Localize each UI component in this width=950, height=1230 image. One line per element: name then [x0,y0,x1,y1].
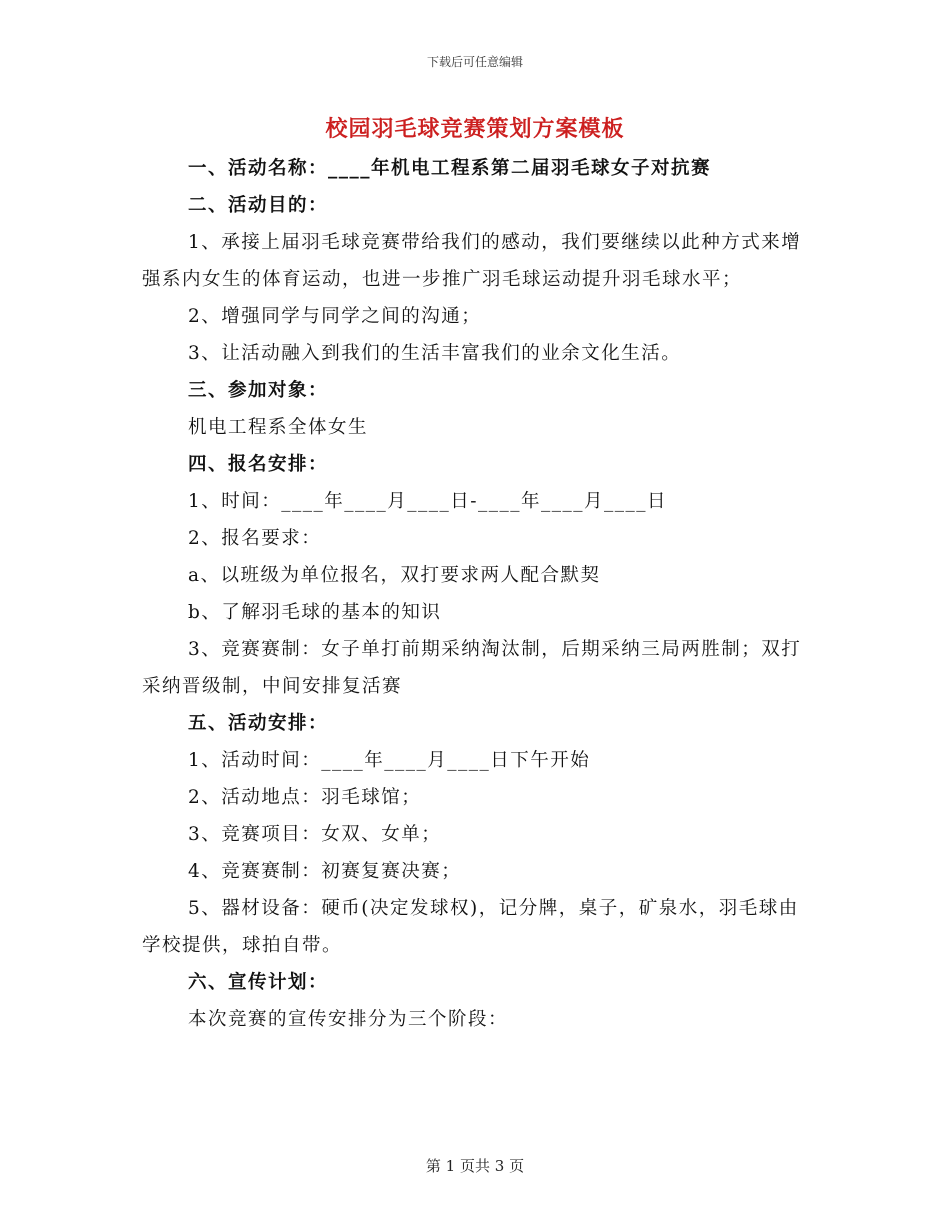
section-4-paragraph-3: a、以班级为单位报名，双打要求两人配合默契 [188,565,601,586]
section-6-heading: 六、宣传计划： [188,972,329,993]
section-5-paragraph-4: 4、竞赛赛制：初赛复赛决赛； [188,861,462,882]
section-2-paragraph-2: 2、增强同学与同学之间的沟通； [188,306,482,327]
section-1-heading: 一、活动名称：____年机电工程系第二届羽毛球女子对抗赛 [188,158,712,179]
document-title: 校园羽毛球竞赛策划方案模板 [325,116,625,142]
section-4-paragraph-1: 1、时间：____年____月____日-____年____月____日 [188,491,668,512]
section-5-paragraph-1: 1、活动时间：____年____月____日下午开始 [188,750,591,771]
section-6-paragraph-1: 本次竞赛的宣传安排分为三个阶段： [188,1009,509,1030]
section-5-heading: 五、活动安排： [188,713,329,734]
section-4-paragraph-5: 3、竞赛赛制：女子单打前期采纳淘汰制，后期采纳三局两胜制；双打采纳晋级制，中间安排复活赛 [142,639,802,697]
section-2-heading: 二、活动目的： [188,195,329,216]
section-3-paragraph-1: 机电工程系全体女生 [188,417,369,438]
section-5-paragraph-3: 3、竞赛项目：女双、女单； [188,824,442,845]
section-5-paragraph-5: 5、器材设备：硬币(决定发球权)，记分牌，桌子，矿泉水，羽毛球由学校提供，球拍自带。 [142,898,799,956]
section-3-heading: 三、参加对象： [188,380,329,401]
document-body [142,150,812,1038]
page-header-note: 下载后可任意编辑 [426,55,523,69]
section-4-heading: 四、报名安排： [188,454,329,475]
section-5-paragraph-2: 2、活动地点：羽毛球馆； [188,787,422,808]
section-2-paragraph-3: 3、让活动融入到我们的生活丰富我们的业余文化生活。 [188,343,682,364]
section-4-paragraph-4: b、了解羽毛球的基本的知识 [188,602,442,623]
section-2-paragraph-1: 1、承接上届羽毛球竞赛带给我们的感动，我们要继续以此种方式来增强系内女生的体育运动，也进一步推广羽毛球运动提升羽毛球水平； [142,232,802,290]
page-number: 第 1 页共 3 页 [425,1157,525,1175]
section-4-paragraph-2: 2、报名要求： [188,528,322,549]
